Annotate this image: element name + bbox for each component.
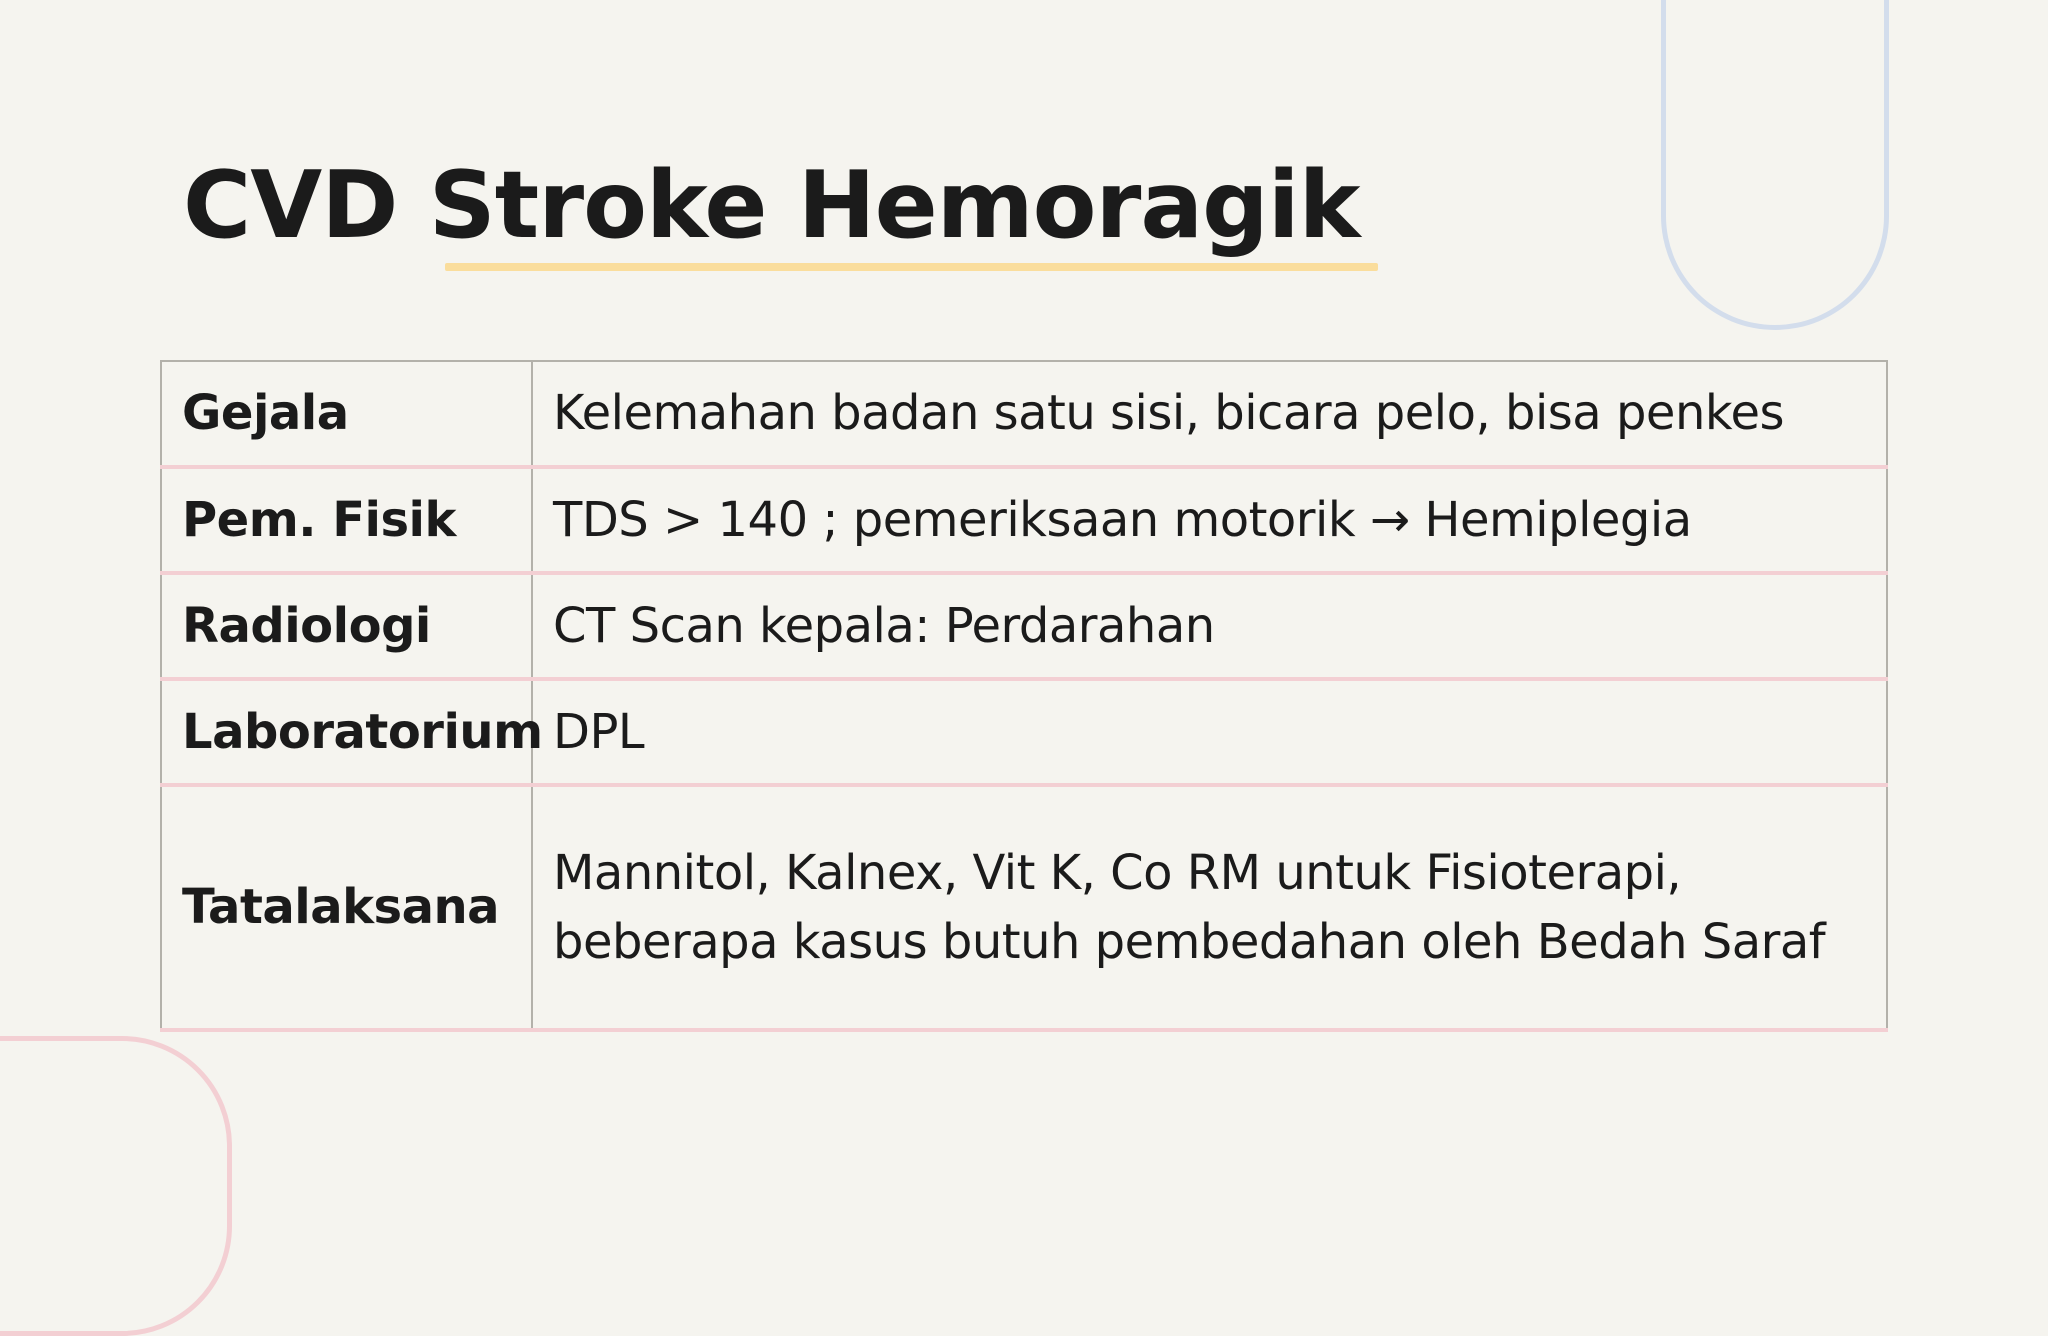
row-value-pem-fisik: TDS > 140 ; pemeriksaan motorik → Hemiplegia xyxy=(532,467,1887,573)
slide-title: CVD Stroke Hemoragik xyxy=(183,151,1360,259)
row-value-gejala: Kelemahan badan satu sisi, bicara pelo, bisa penkes xyxy=(532,361,1887,467)
row-label-pem-fisik: Pem. Fisik xyxy=(161,467,532,573)
table-row xyxy=(161,573,1887,679)
row-value-radiologi: CT Scan kepala: Perdarahan xyxy=(532,573,1887,679)
row-label-laboratorium: Laboratorium xyxy=(161,679,532,785)
row-label-gejala: Gejala xyxy=(161,361,532,467)
table-row xyxy=(161,361,1887,467)
slide-title-block xyxy=(183,148,1383,288)
table-row xyxy=(161,679,1887,785)
title-underline xyxy=(445,263,1378,271)
table-row xyxy=(161,467,1887,573)
table-row xyxy=(161,785,1887,1030)
row-label-radiologi: Radiologi xyxy=(161,573,532,679)
row-value-laboratorium: DPL xyxy=(532,679,1887,785)
decorative-arch-top-right xyxy=(1661,0,1889,330)
info-table xyxy=(160,360,1888,1032)
decorative-arch-bottom-left xyxy=(0,1036,232,1336)
row-label-tatalaksana: Tatalaksana xyxy=(161,785,532,1030)
row-value-tatalaksana: Mannitol, Kalnex, Vit K, Co RM untuk Fisioterapi, beberapa kasus butuh pembedahan oleh Bedah Saraf xyxy=(532,785,1887,1030)
